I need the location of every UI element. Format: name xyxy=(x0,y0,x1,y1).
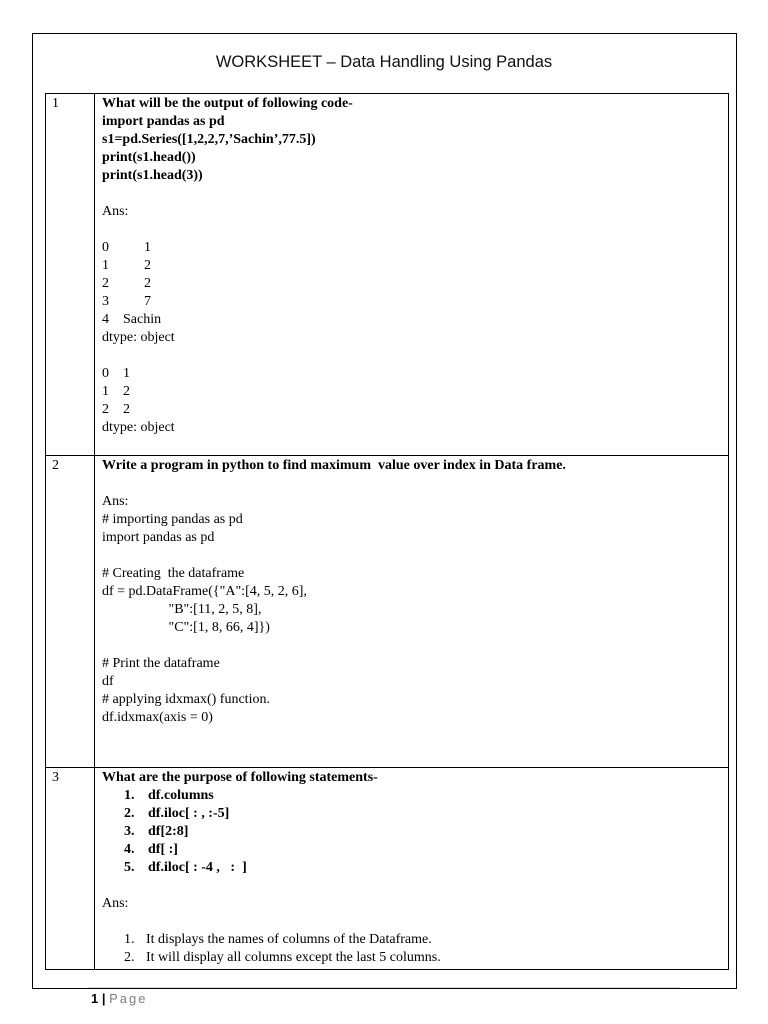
question-text-line: import pandas as pd xyxy=(102,114,225,129)
answer-text-line: 1 2 xyxy=(102,384,130,399)
question-number: 1 xyxy=(46,94,95,456)
question-row-2 xyxy=(46,456,729,768)
blank-line xyxy=(102,475,728,493)
answer-text-line: df = pd.DataFrame({"A":[4, 5, 2, 6], xyxy=(102,584,307,599)
page-number: 1 xyxy=(91,991,99,1006)
question-text-line: print(s1.head(3)) xyxy=(102,168,203,183)
footer-rule xyxy=(88,987,680,988)
question-row-1 xyxy=(46,94,729,456)
answer-text-line: "C":[1, 8, 66, 4]}) xyxy=(102,620,270,635)
answer-text-line: 1 2 xyxy=(102,258,151,273)
answer-text-line: 4 Sachin xyxy=(102,312,162,327)
answer-text-line: 0 1 xyxy=(102,366,130,381)
answer-item: 2. It will display all columns except the last 5 columns. xyxy=(124,950,441,965)
footer-separator: | xyxy=(101,991,106,1006)
answer-text-line: # applying idxmax() function. xyxy=(102,692,270,707)
question-text-line: print(s1.head()) xyxy=(102,150,196,165)
spacer xyxy=(102,877,728,895)
answer-label: Ans: xyxy=(102,896,129,911)
questions-table xyxy=(45,93,729,970)
question-heading: What are the purpose of following statements- xyxy=(102,770,378,785)
answer-item: 1. It displays the names of columns of the Dataframe. xyxy=(124,932,432,947)
answer-text-line: df xyxy=(102,674,114,689)
statement-item: 1. df.columns xyxy=(124,788,214,803)
question-body xyxy=(95,94,729,456)
blank-line xyxy=(102,547,728,565)
statement-item: 2. df.iloc[ : , :-5] xyxy=(124,806,230,821)
page-word: Page xyxy=(109,991,148,1006)
question-number: 3 xyxy=(46,768,95,970)
answer-text-line: import pandas as pd xyxy=(102,530,215,545)
question-body xyxy=(95,768,729,970)
answer-text-line: Ans: xyxy=(102,494,129,509)
blank-line xyxy=(102,347,728,365)
blank-line xyxy=(102,745,728,763)
blank-line xyxy=(102,185,728,203)
question-text-line: s1=pd.Series([1,2,2,7,’Sachin’,77.5]) xyxy=(102,132,316,147)
blank-line xyxy=(102,221,728,239)
answer-text-line: df.idxmax(axis = 0) xyxy=(102,710,213,725)
blank-line xyxy=(102,727,728,745)
answer-text-line: dtype: object xyxy=(102,420,175,435)
answer-text-line: # Creating the dataframe xyxy=(102,566,245,581)
answer-text-line: 2 2 xyxy=(102,276,151,291)
answer-text-line: 0 1 xyxy=(102,240,151,255)
blank-line xyxy=(102,437,728,455)
statement-item: 5. df.iloc[ : -4 , : ] xyxy=(124,860,247,875)
question-body xyxy=(95,456,729,768)
statement-item: 3. df[2:8] xyxy=(124,824,189,839)
worksheet-title: WORKSHEET – Data Handling Using Pandas xyxy=(215,53,553,71)
spacer xyxy=(102,913,728,931)
answer-text-line: dtype: object xyxy=(102,330,175,345)
answer-text-line: "B":[11, 2, 5, 8], xyxy=(102,602,262,617)
answer-text-line: 3 7 xyxy=(102,294,151,309)
question-text-line: What will be the output of following code- xyxy=(102,96,353,111)
question-row-3 xyxy=(46,768,729,970)
answer-text-line: 2 2 xyxy=(102,402,130,417)
blank-line xyxy=(102,637,728,655)
statement-item: 4. df[ :] xyxy=(124,842,178,857)
page-footer xyxy=(91,991,148,1007)
answer-text-line: # Print the dataframe xyxy=(102,656,220,671)
question-number: 2 xyxy=(46,456,95,768)
answer-text-line: # importing pandas as pd xyxy=(102,512,243,527)
question-text-line: Write a program in python to find maximum value over index in Data frame. xyxy=(102,458,566,473)
answer-text-line: Ans: xyxy=(102,204,129,219)
